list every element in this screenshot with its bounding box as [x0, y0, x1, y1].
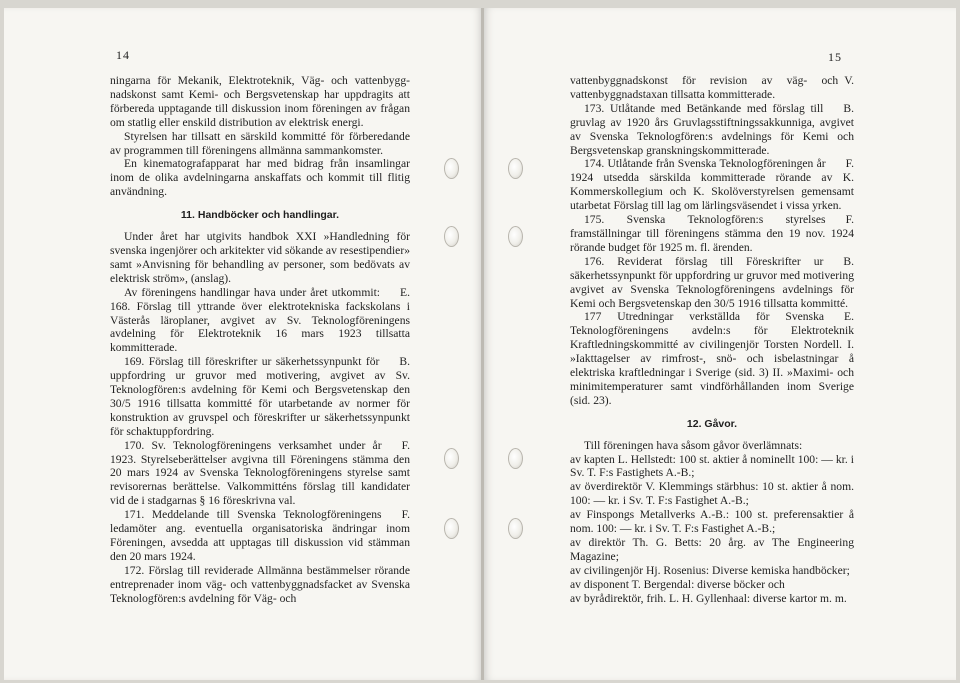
list-item: [570, 213, 854, 255]
list-item-text: 171. Meddelande till Svenska Teknologföreningens ledamöter ang. eventuella organisatoriska ändringar inom Föreningen, avsedda att upptagas till diskussion vid stämman den 20 mars 1924.: [110, 508, 410, 563]
left-page-text: [110, 74, 410, 606]
gift-item: av civilingenjör Hj. Rosenius: Diverse kemiska handböcker;: [570, 563, 850, 577]
page-number: 15: [828, 50, 842, 64]
punch-hole: [444, 226, 459, 247]
punch-hole: [444, 518, 459, 539]
paragraph: Under året har utgivits handbok XXI »Handledning för svenska ingenjörer och arkitekter vid sökande av resestipendier» samt »Anvisning för behandling av personer, som bedövats av elektrisk ström», (anslag).: [110, 230, 410, 285]
list-item: [570, 310, 854, 407]
list-item-text: 172. Förslag till reviderade Allmänna bestämmelser rörande entreprenader inom väg- och vattenbyggnadsfacket av Svenska Teknologfören:s avdelning för Väg- och: [110, 563, 410, 605]
list-item-text: 177 Utredningar verkställda för Svenska Teknologföreningens avdeln:s för Elektroteknik Kraftledningskommitté av civilingenjör Torsten Nordell. I. »Iakttagelser av rimfrost-, snö- och isbelastningar å elektriska kraftledningar i Sverige (sid. 3) II. »Maximi- och minimitemperaturer samt vindförhållanden inom Sverige (sid. 23).: [570, 310, 854, 407]
list-item: [570, 157, 854, 213]
punch-hole: [508, 448, 523, 469]
category-mark: B.: [843, 254, 854, 268]
punch-hole: [508, 518, 523, 539]
paragraph: Styrelsen har tillsatt en särskild kommitté för förberedande av programmen till föreningens allmänna sammankomster.: [110, 129, 410, 157]
gift-item: av byrådirektör, frih. L. H. Gyllenhaal: diverse kartor m. m.: [570, 591, 847, 605]
paragraph: [110, 286, 410, 356]
list-item-text: vattenbyggnadskonst för revision av väg- och vattenbyggnadstaxan tillsatta kommitterade.: [570, 74, 839, 101]
list-item-text: 173. Utlåtande med Betänkande med förslag till gruvlag av 1920 års Gruvlagsstiftningssakkunniga, avgivet av Svenska Teknologfören:s avdelnings för Kemi och Bergsvetenskap granskningskommitterade.: [570, 101, 854, 157]
punch-hole: [508, 226, 523, 247]
paragraph: ningarna för Mekanik, Elektroteknik, Väg- och vattenbygg-nadskonst samt Kemi- och Bergsvetenskap har uppdragits att förbereda upptagande till diskussion inom föreningen av frågan om statlig eller enskild distribution av elektrisk energi.: [110, 74, 410, 129]
section-heading: 12. Gåvor.: [686, 417, 738, 430]
category-mark: V.: [844, 74, 854, 87]
list-item: [110, 439, 410, 509]
list-item: [570, 74, 854, 102]
left-page: [4, 8, 482, 680]
category-mark: E.: [400, 285, 410, 299]
paragraph: Till föreningen hava såsom gåvor överlämnats:: [584, 438, 803, 452]
paragraph: En kinematografapparat har med bidrag från insamlingar inom de olika avdelningarna anskaffats och kommit till flitig användning.: [110, 157, 410, 199]
gift-item: av kapten L. Hellstedt: 100 st. aktier å nominellt 100: — kr. i Sv. T. F:s Fastighets A.-B.;: [570, 452, 854, 480]
list-item-text: 170. Sv. Teknologföreningens verksamhet under år 1923. Styrelseberättelser avgivna till Föreningens stämma den 20 mars 1924 av Svenska Teknologföreningens styrelse samt revisorernas berättelse. Valkommitténs förslag till kandidater vid de i stadgarnas § 16 föreskrivna val.: [110, 438, 410, 508]
list-item-text: 176. Reviderat förslag till Föreskrifter ur säkerhetssynpunkt för uppfordring ur gruvor med motivering avgivet av Svenska Teknologföreningens avdelnings för Kemi och Bergsvetenskap den 30/5 1916 tillsatta kommitté.: [570, 254, 854, 310]
list-item: [570, 255, 854, 311]
category-mark: F.: [845, 157, 854, 171]
gift-item: av Finspongs Metallverks A.-B.: 100 st. preferensaktier å nom. 100: — kr. i Sv. T. F:s Fastighet A.-B.;: [570, 508, 854, 536]
category-mark: F.: [401, 508, 410, 522]
list-item-text: 175. Svenska Teknologfören:s styrelses framställningar till föreningens stämma den 19 nov. 1924 rörande budget för 1925 m. fl. ärenden.: [570, 213, 854, 254]
category-mark: B.: [399, 355, 410, 369]
list-item: [570, 102, 854, 158]
punch-hole: [444, 158, 459, 179]
category-mark: F.: [845, 213, 854, 227]
page-number: 14: [116, 48, 130, 62]
list-item: [110, 355, 410, 438]
list-item: [110, 564, 410, 606]
list-item-text: 169. Förslag till föreskrifter ur säkerhetssynpunkt för uppfordring ur gruvor med motivering, avgivet av Sv. Teknologfören:s avdelning för Kemi och Bergsvetenskap den 30/5 1916 tillsatta kommitté för utarbetande av normer för konstruktion av gruvspel och föreskrifter ur säkerhetssynpunkt för schaktuppfordring.: [110, 355, 410, 438]
gift-item: av disponent T. Bergendal: diverse böcker och: [570, 577, 785, 591]
list-item-text: 174. Utlåtande från Svenska Teknologföreningen år 1924 utsedda särskilda kommitterade rörande av K. Kommerskollegium och K. Skolöverstyrelsen gemensamt utarbetat Förslag till lag om lärlingsväsendet i vissa yrken.: [570, 157, 854, 213]
category-mark: B.: [843, 101, 854, 115]
right-page-text: [570, 74, 854, 606]
punch-hole: [508, 158, 523, 179]
section-heading: 11. Handböcker och handlingar.: [180, 209, 340, 222]
category-mark: E.: [844, 310, 854, 324]
right-page: [484, 8, 956, 680]
punch-hole: [444, 448, 459, 469]
gift-item: av direktör Th. G. Betts: 20 årg. av The Engineering Magazine;: [570, 536, 854, 563]
gift-item: av överdirektör V. Klemmings stärbhus: 10 st. aktier å nom. 100: — kr. i Sv. T. F:s Fastighet A.-B.;: [570, 480, 854, 508]
category-mark: F.: [401, 438, 410, 452]
list-item: [110, 508, 410, 564]
paragraph-text: Av föreningens handlingar hava under året utkommit: 168. Förslag till yttrande över elektrotekniska fackskolans i Västerås läroplaner, avgivet av Sv. Teknologföreningens avdelning för Elektroteknik 16 mars 1923 tillsatta kommitterade.: [110, 285, 410, 355]
